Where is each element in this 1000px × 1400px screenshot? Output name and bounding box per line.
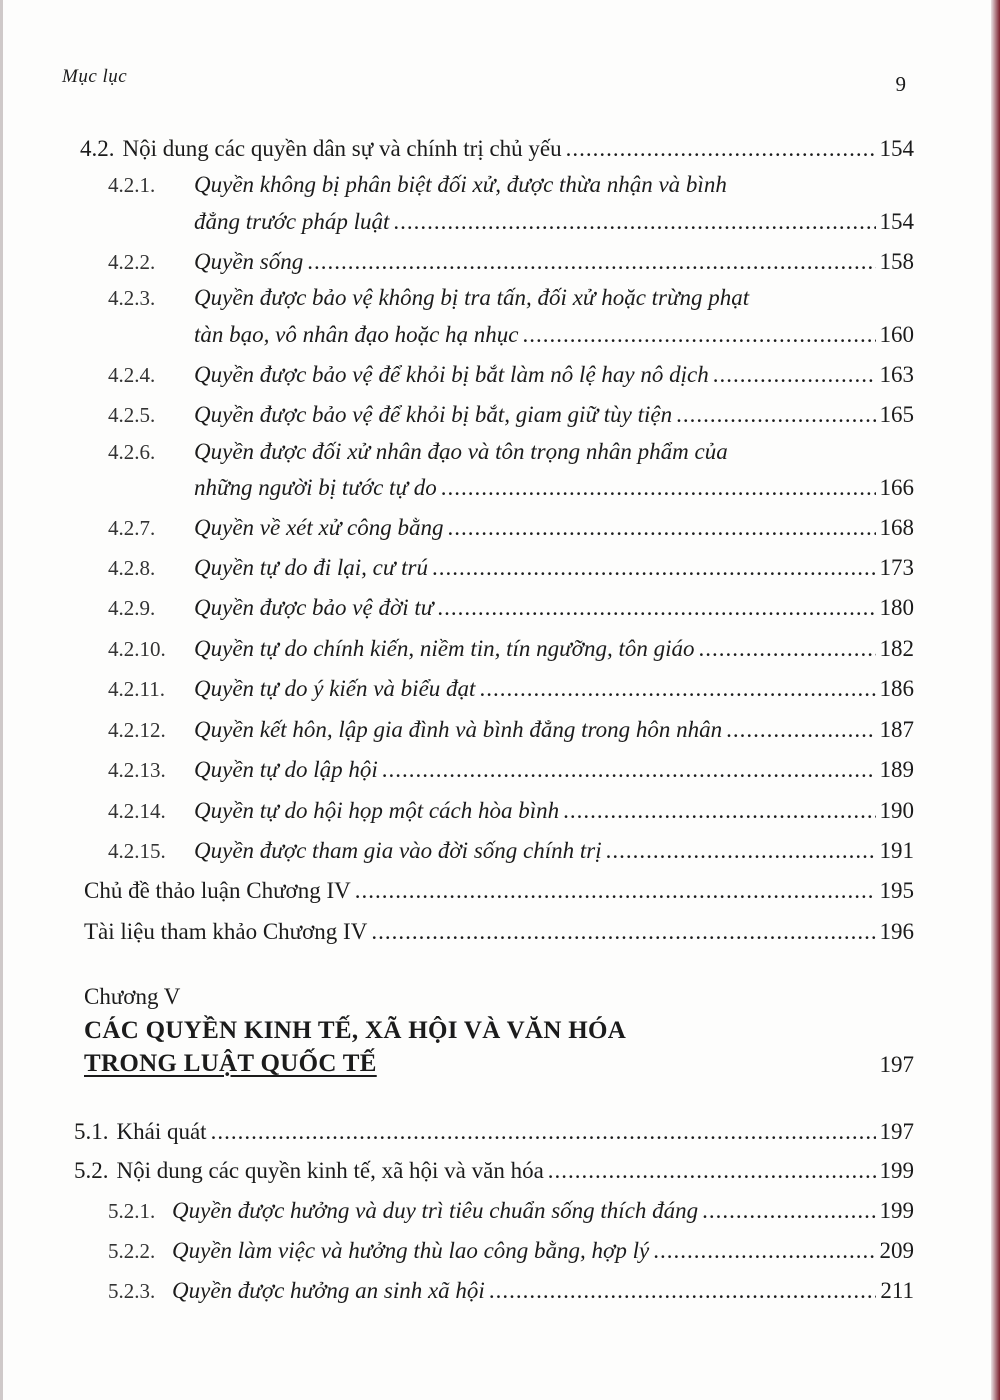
toc-page: 180 <box>879 595 914 620</box>
toc-title: Quyền tự do lập hội <box>194 757 378 782</box>
toc-page: 199 <box>879 1158 914 1183</box>
chapter-label: Chương V <box>84 984 181 1009</box>
toc-title: Quyền về xét xử công bằng <box>194 515 444 540</box>
dot-leader <box>676 401 875 429</box>
toc-entry-4-2-3 <box>108 284 914 312</box>
dot-leader <box>307 248 875 276</box>
toc-entry-4-2-3-cont <box>194 321 914 349</box>
toc-entry-4-2-12 <box>108 716 914 744</box>
toc-title: Quyền tự do chính kiến, niềm tin, tín ngưỡng, tôn giáo <box>194 636 695 661</box>
toc-number: 4.2.6. <box>108 440 156 464</box>
toc-number: 4.2.13. <box>108 758 166 782</box>
toc-number: 4.2.5. <box>108 403 156 427</box>
toc-title: Quyền kết hôn, lập gia đình và bình đẳng trong hôn nhân <box>194 717 723 742</box>
toc-number: 4.2.15. <box>108 839 166 863</box>
toc-title: Quyền được hưởng an sinh xã hội <box>172 1278 485 1303</box>
toc-title: Quyền sống <box>194 249 304 274</box>
toc-entry-references <box>84 918 914 946</box>
toc-number: 4.2.3. <box>108 286 156 310</box>
page-number: 9 <box>895 72 906 96</box>
toc-entry-4-2 <box>80 135 914 163</box>
toc-entry-4-2-6 <box>108 438 914 466</box>
toc-entry-4-2-7 <box>108 514 914 542</box>
toc-page: 182 <box>879 636 914 661</box>
toc-page: 190 <box>879 798 914 823</box>
toc-number: 5.2.2. <box>108 1239 156 1263</box>
dot-leader <box>713 361 876 389</box>
dot-leader <box>432 554 876 582</box>
dot-leader <box>489 1277 877 1305</box>
dot-leader <box>699 635 876 663</box>
toc-entry-5-2-2 <box>108 1237 914 1265</box>
chapter-page: 197 <box>879 1052 914 1077</box>
dot-leader <box>566 135 876 163</box>
dot-leader <box>211 1118 876 1146</box>
toc-page: 197 <box>879 1119 914 1144</box>
toc-title: Quyền tự do ý kiến và biểu đạt <box>194 676 476 701</box>
dot-leader <box>606 837 876 865</box>
toc-entry-4-2-4 <box>108 361 914 389</box>
toc-entry-4-2-11 <box>108 675 914 703</box>
toc-title: Tài liệu tham khảo Chương IV <box>84 919 368 944</box>
dot-leader <box>437 594 875 622</box>
toc-number: 5.2.3. <box>108 1279 156 1303</box>
dot-leader <box>702 1197 875 1225</box>
toc-title-line1: Quyền được đối xử nhân đạo và tôn trọng nhân phẩm của <box>194 439 728 464</box>
toc-title: Quyền được bảo vệ đời tư <box>194 595 434 620</box>
dot-leader <box>726 716 875 744</box>
toc-page: 199 <box>879 1198 914 1223</box>
toc-page: 163 <box>879 362 914 387</box>
toc-title: Nội dung các quyền dân sự và chính trị chủ yếu <box>122 136 562 161</box>
toc-page: 196 <box>879 919 914 944</box>
toc-number: 4.2.10. <box>108 637 166 661</box>
toc-title-line1: Quyền không bị phân biệt đối xử, được thừa nhận và bình <box>194 172 727 197</box>
toc-page: 173 <box>879 555 914 580</box>
toc-page: 209 <box>879 1238 914 1263</box>
toc-page: 186 <box>879 676 914 701</box>
toc-number: 4.2.12. <box>108 718 166 742</box>
toc-number: 5.2.1. <box>108 1199 156 1223</box>
toc-title: Khái quát <box>116 1119 207 1144</box>
toc-number: 4.2.7. <box>108 516 156 540</box>
toc-entry-5-2 <box>74 1157 914 1185</box>
chapter-title-line1: CÁC QUYỀN KINH TẾ, XÃ HỘI VÀ VĂN HÓA <box>84 1017 627 1044</box>
toc-title: Quyền được tham gia vào đời sống chính trị <box>194 838 602 863</box>
toc-title: Quyền tự do đi lại, cư trú <box>194 555 428 580</box>
toc-page: 154 <box>879 209 914 234</box>
toc-entry-4-2-14 <box>108 797 914 825</box>
toc-page: 154 <box>879 136 914 161</box>
dot-leader <box>447 514 875 542</box>
dot-leader <box>548 1157 876 1185</box>
toc-number: 4.2.9. <box>108 596 156 620</box>
toc-page: 168 <box>879 515 914 540</box>
toc-page: 160 <box>879 322 914 347</box>
toc-entry-4-2-5 <box>108 401 914 429</box>
toc-page: 211 <box>880 1278 914 1303</box>
toc-title: Quyền được bảo vệ để khỏi bị bắt, giam giữ tùy tiện <box>194 402 673 427</box>
dot-leader <box>523 321 876 349</box>
toc-entry-4-2-2 <box>108 248 914 276</box>
toc-page: 158 <box>879 249 914 274</box>
toc-title-line2: đẳng trước pháp luật <box>194 209 390 234</box>
dot-leader <box>393 208 875 236</box>
toc-number: 4.2. <box>80 136 115 161</box>
toc-page: 166 <box>879 475 914 500</box>
toc-number: 5.2. <box>74 1158 109 1183</box>
toc-number: 4.2.11. <box>108 677 165 701</box>
toc-number: 4.2.2. <box>108 250 156 274</box>
toc-title-line2: tàn bạo, vô nhân đạo hoặc hạ nhục <box>194 322 519 347</box>
toc-entry-4-2-1-cont <box>194 208 914 236</box>
toc-entry-discussion <box>84 877 914 905</box>
toc-entry-4-2-13 <box>108 756 914 784</box>
toc-number: 4.2.8. <box>108 556 156 580</box>
chapter-title-line2: TRONG LUẬT QUỐC TẾ <box>84 1050 377 1077</box>
toc-title-line2: những người bị tước tự do <box>194 475 437 500</box>
dot-leader <box>382 756 876 784</box>
dot-leader <box>355 877 876 905</box>
dot-leader <box>653 1237 875 1265</box>
toc-entry-4-2-1 <box>108 171 914 199</box>
dot-leader <box>479 675 875 703</box>
toc-title: Quyền được hưởng và duy trì tiêu chuẩn sống thích đáng <box>172 1198 699 1223</box>
toc-entry-4-2-6-cont <box>194 474 914 502</box>
toc-page: 187 <box>879 717 914 742</box>
toc-number: 5.1. <box>74 1119 109 1144</box>
toc-page: 189 <box>879 757 914 782</box>
toc-entry-4-2-9 <box>108 594 914 622</box>
toc-title: Quyền làm việc và hưởng thù lao công bằng, hợp lý <box>172 1238 650 1263</box>
toc-title: Quyền tự do hội họp một cách hòa bình <box>194 798 560 823</box>
toc-page: 195 <box>879 878 914 903</box>
dot-leader <box>441 474 876 502</box>
toc-entry-5-1 <box>74 1118 914 1146</box>
dot-leader <box>563 797 875 825</box>
toc-entry-5-2-1 <box>108 1197 914 1225</box>
toc-entry-4-2-10 <box>108 635 914 663</box>
toc-title-line1: Quyền được bảo vệ không bị tra tấn, đối xử hoặc trừng phạt <box>194 285 750 310</box>
dot-leader <box>371 918 875 946</box>
toc-title: Quyền được bảo vệ để khỏi bị bắt làm nô lệ hay nô dịch <box>194 362 709 387</box>
toc-entry-4-2-15 <box>108 837 914 865</box>
toc-title: Nội dung các quyền kinh tế, xã hội và văn hóa <box>116 1158 544 1183</box>
toc-number: 4.2.1. <box>108 173 156 197</box>
toc-title: Chủ đề thảo luận Chương IV <box>84 878 351 903</box>
book-cover-edge <box>991 0 1000 1400</box>
toc-page: 191 <box>879 838 914 863</box>
page-left-edge <box>0 0 3 1400</box>
toc-number: 4.2.4. <box>108 363 156 387</box>
toc-number: 4.2.14. <box>108 799 166 823</box>
toc-entry-4-2-8 <box>108 554 914 582</box>
running-head: Mục lục <box>62 66 128 87</box>
toc-entry-5-2-3 <box>108 1277 914 1305</box>
toc-page: 165 <box>879 402 914 427</box>
